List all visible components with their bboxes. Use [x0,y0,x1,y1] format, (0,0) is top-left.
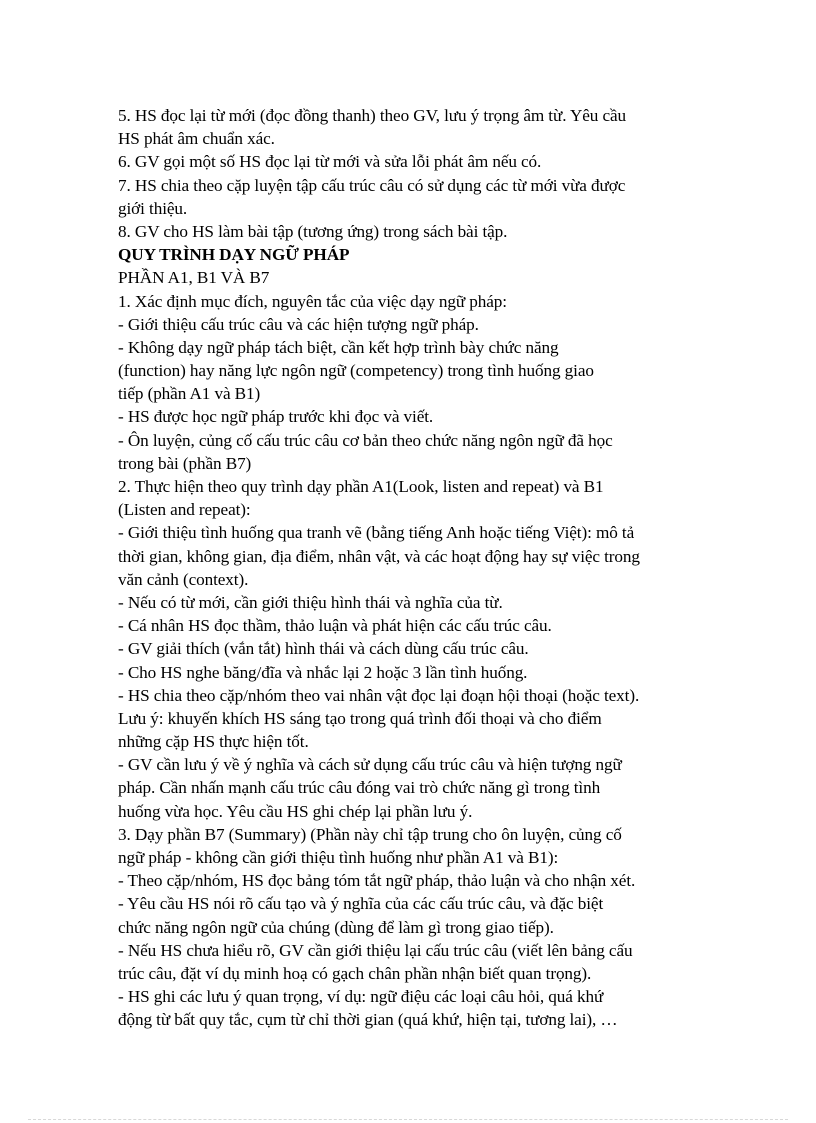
text-line: 7. HS chia theo cặp luyện tập cấu trúc câu có sử dụng các từ mới vừa được [118,175,626,195]
text-line: văn cảnh (context). [118,569,249,589]
text-line: - Theo cặp/nhóm, HS đọc bảng tóm tắt ngữ pháp, thảo luận và cho nhận xét. [118,871,636,891]
text-line: 2. Thực hiện theo quy trình dạy phần A1(Look, listen and repeat) và B1 [118,477,604,496]
text-line: (function) hay năng lực ngôn ngữ (competency) trong tình huống giao [118,361,594,381]
text-line: động từ bất quy tắc, cụm từ chỉ thời gian (quá khứ, hiện tại, tương lai), … [118,1010,618,1030]
text-line: PHẦN A1, B1 VÀ B7 [118,268,270,288]
text-line: tiếp (phần A1 và B1) [118,384,261,404]
text-line: HS phát âm chuẩn xác. [118,129,275,149]
text-line: 1. Xác định mục đích, nguyên tắc của việc dạy ngữ pháp: [118,291,507,311]
text-line: 5. HS đọc lại từ mới (đọc đồng thanh) theo GV, lưu ý trọng âm từ. Yêu cầu [118,106,627,125]
text-line: Lưu ý: khuyến khích HS sáng tạo trong quá trình đối thoại và cho điểm [118,708,602,728]
text-line: - Cho HS nghe băng/đĩa và nhắc lại 2 hoặc 3 lần tình huống. [118,662,528,682]
text-line: - HS được học ngữ pháp trước khi đọc và viết. [118,407,434,427]
text-line: trúc câu, đặt ví dụ minh hoạ có gạch chân phần nhận biết quan trọng). [118,963,592,983]
text-line: giới thiệu. [118,198,188,218]
document-body [118,104,708,1032]
text-line: - GV giải thích (vắn tắt) hình thái và cách dùng cấu trúc câu. [118,639,529,659]
text-line: - Nếu HS chưa hiểu rõ, GV cần giới thiệu lại cấu trúc câu (viết lên bảng cấu [118,940,633,960]
text-line: - Cá nhân HS đọc thầm, thảo luận và phát hiện các cấu trúc câu. [118,616,552,636]
text-line: ngữ pháp - không cần giới thiệu tình huống như phần A1 và B1): [118,848,559,867]
text-line: - Ôn luyện, củng cố cấu trúc câu cơ bản theo chức năng ngôn ngữ đã học [118,430,613,450]
page-divider [28,1119,788,1120]
text-line: thời gian, không gian, địa điểm, nhân vật, và các hoạt động hay sự việc trong [118,546,640,566]
text-line: - Giới thiệu cấu trúc câu và các hiện tượng ngữ pháp. [118,314,479,334]
text-line: 8. GV cho HS làm bài tập (tương ứng) trong sách bài tập. [118,221,508,241]
text-line: 6. GV gọi một số HS đọc lại từ mới và sửa lỗi phát âm nếu có. [118,152,542,172]
text-line: (Listen and repeat): [118,500,251,520]
text-line: những cặp HS thực hiện tốt. [118,732,309,752]
text-line: - Nếu có từ mới, cần giới thiệu hình thái và nghĩa của từ. [118,592,503,612]
text-line: - HS chia theo cặp/nhóm theo vai nhân vật đọc lại đoạn hội thoại (hoặc text). [118,685,640,705]
text-line: - Giới thiệu tình huống qua tranh vẽ (bằng tiếng Anh hoặc tiếng Việt): mô tả [118,523,635,543]
text-line: - Yêu cầu HS nói rõ cấu tạo và ý nghĩa của các cấu trúc câu, và đặc biệt [118,894,604,914]
text-line: 3. Dạy phần B7 (Summary) (Phần này chỉ tập trung cho ôn luyện, củng cố [118,824,622,844]
text-line: chức năng ngôn ngữ của chúng (dùng để làm gì trong giao tiếp). [118,917,554,937]
section-heading: QUY TRÌNH DẠY NGỮ PHÁP [118,245,350,265]
text-line: huống vừa học. Yêu cầu HS ghi chép lại phần lưu ý. [118,801,473,821]
text-line: - Không dạy ngữ pháp tách biệt, cần kết hợp trình bày chức năng [118,337,559,357]
text-line: pháp. Cần nhấn mạnh cấu trúc câu đóng vai trò chức năng gì trong tình [118,778,601,798]
text-line: trong bài (phần B7) [118,453,252,473]
text-line: - GV cần lưu ý về ý nghĩa và cách sử dụng cấu trúc câu và hiện tượng ngữ [118,755,622,775]
text-line: - HS ghi các lưu ý quan trọng, ví dụ: ngữ điệu các loại câu hỏi, quá khứ [118,987,604,1007]
